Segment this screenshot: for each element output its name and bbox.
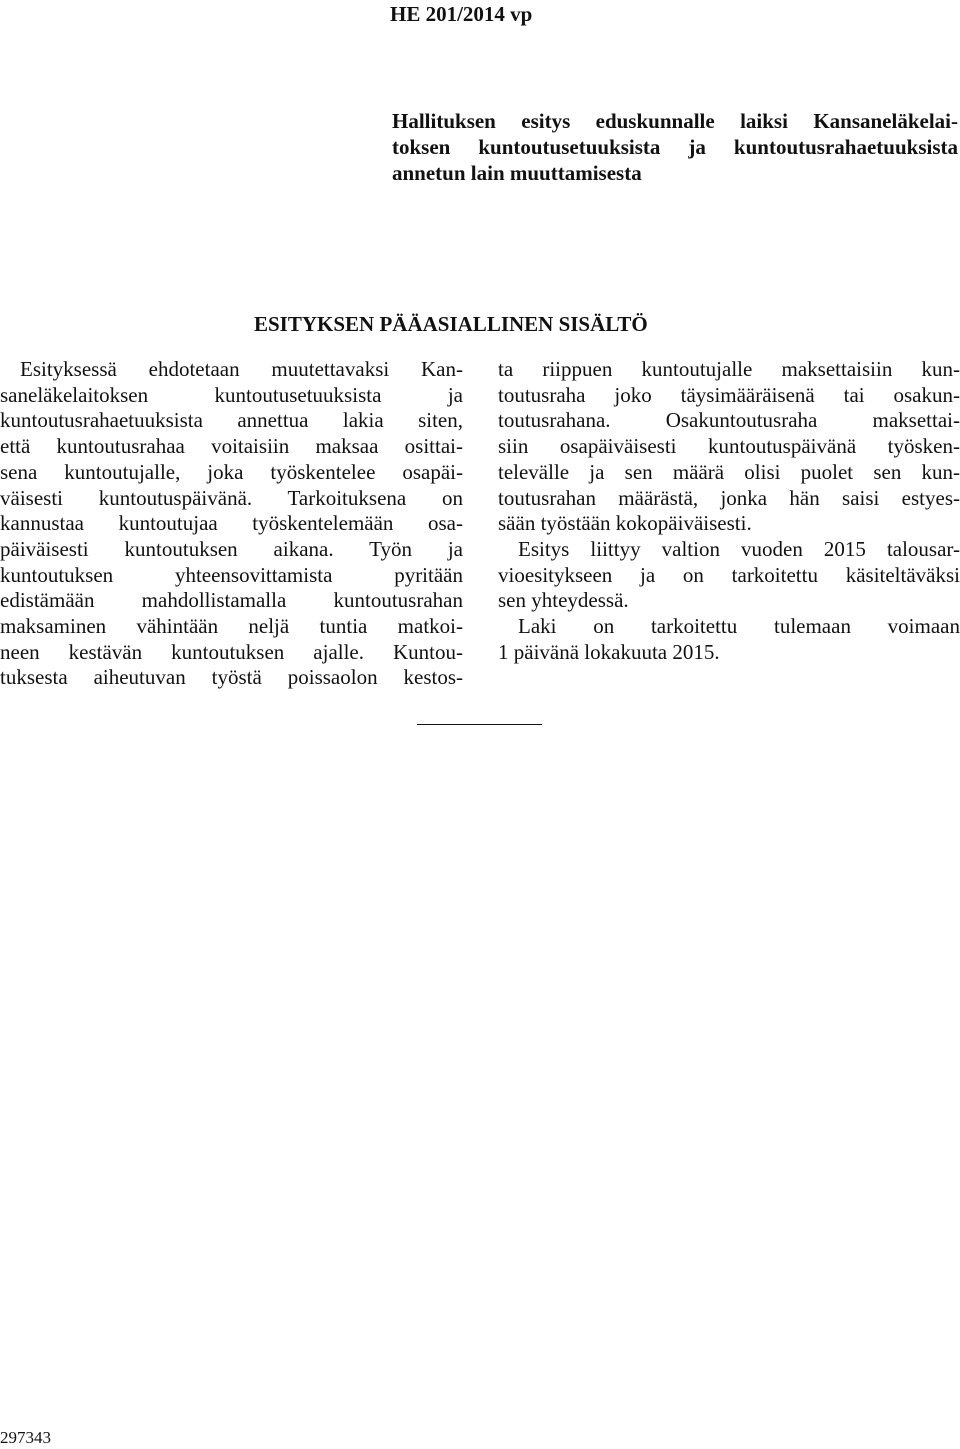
text-line: televälle ja sen määrä olisi puolet sen kun- [498,459,960,484]
text-line: saneläkelaitoksen kuntoutusetuuksista ja [0,382,463,407]
document-title [392,108,958,186]
text-line: kuntoutusrahaetuuksista annettua lakia siten, [0,408,463,433]
text-line: kuntoutuksen yhteensovittamista pyritään [0,562,463,587]
text-line: Esityksessä ehdotetaan muutettavaksi Kan- [20,357,463,381]
text-line: toutusraha joko täysimääräisenä tai osakun- [498,382,960,407]
text-line: tuksesta aiheutuvan työstä poissaolon kestos- [0,665,463,690]
text-line: neen kestävän kuntoutuksen ajalle. Kuntou- [0,639,463,664]
text-line: edistämään mahdollistamalla kuntoutusrahan [0,588,463,613]
title-line: annetun lain muuttamisesta [392,161,642,185]
text-line: sena kuntoutujalle, joka työskentelee osapäi- [0,459,463,484]
text-line: että kuntoutusrahaa voitaisiin maksaa osittai- [0,434,463,459]
title-line: Hallituksen esitys eduskunnalle laiksi Kansaneläkelai- [392,109,958,133]
text-line: siin osapäiväisesti kuntoutuspäivänä työsken- [498,434,960,459]
title-line: toksen kuntoutusetuuksista ja kuntoutusrahaetuuksista [392,135,958,159]
body-column-right [498,357,960,665]
body-column-left [0,357,463,691]
text-line: vioesitykseen ja on tarkoitettu käsiteltäväksi [498,562,960,587]
text-line: ta riippuen kuntoutujalle maksettaisiin kun- [498,357,960,381]
text-line: päiväisesti kuntoutuksen aikana. Työn ja [0,536,463,561]
section-heading: ESITYKSEN PÄÄASIALLINEN SISÄLTÖ [254,312,648,336]
document-id: HE 201/2014 vp [390,2,533,26]
footer-code: 297343 [0,1428,51,1447]
text-line: toutusrahan määrästä, jonka hän saisi estyes- [498,485,960,510]
text-line: kannustaa kuntoutujaa työskentelemään osa- [0,511,463,536]
text-line: maksaminen vähintään neljä tuntia matkoi- [0,614,463,639]
end-rule-divider [417,724,542,725]
text-line: Esitys liittyy valtion vuoden 2015 talousar- [518,536,960,561]
text-line: 1 päivänä lokakuuta 2015. [498,639,720,664]
text-line: sään työstään kokopäiväisesti. [498,511,752,536]
text-line: väisesti kuntoutuspäivänä. Tarkoituksena on [0,485,463,510]
text-line: sen yhteydessä. [498,588,629,613]
text-line: Laki on tarkoitettu tulemaan voimaan [518,614,960,639]
text-line: toutusrahana. Osakuntoutusraha maksettai- [498,408,960,433]
